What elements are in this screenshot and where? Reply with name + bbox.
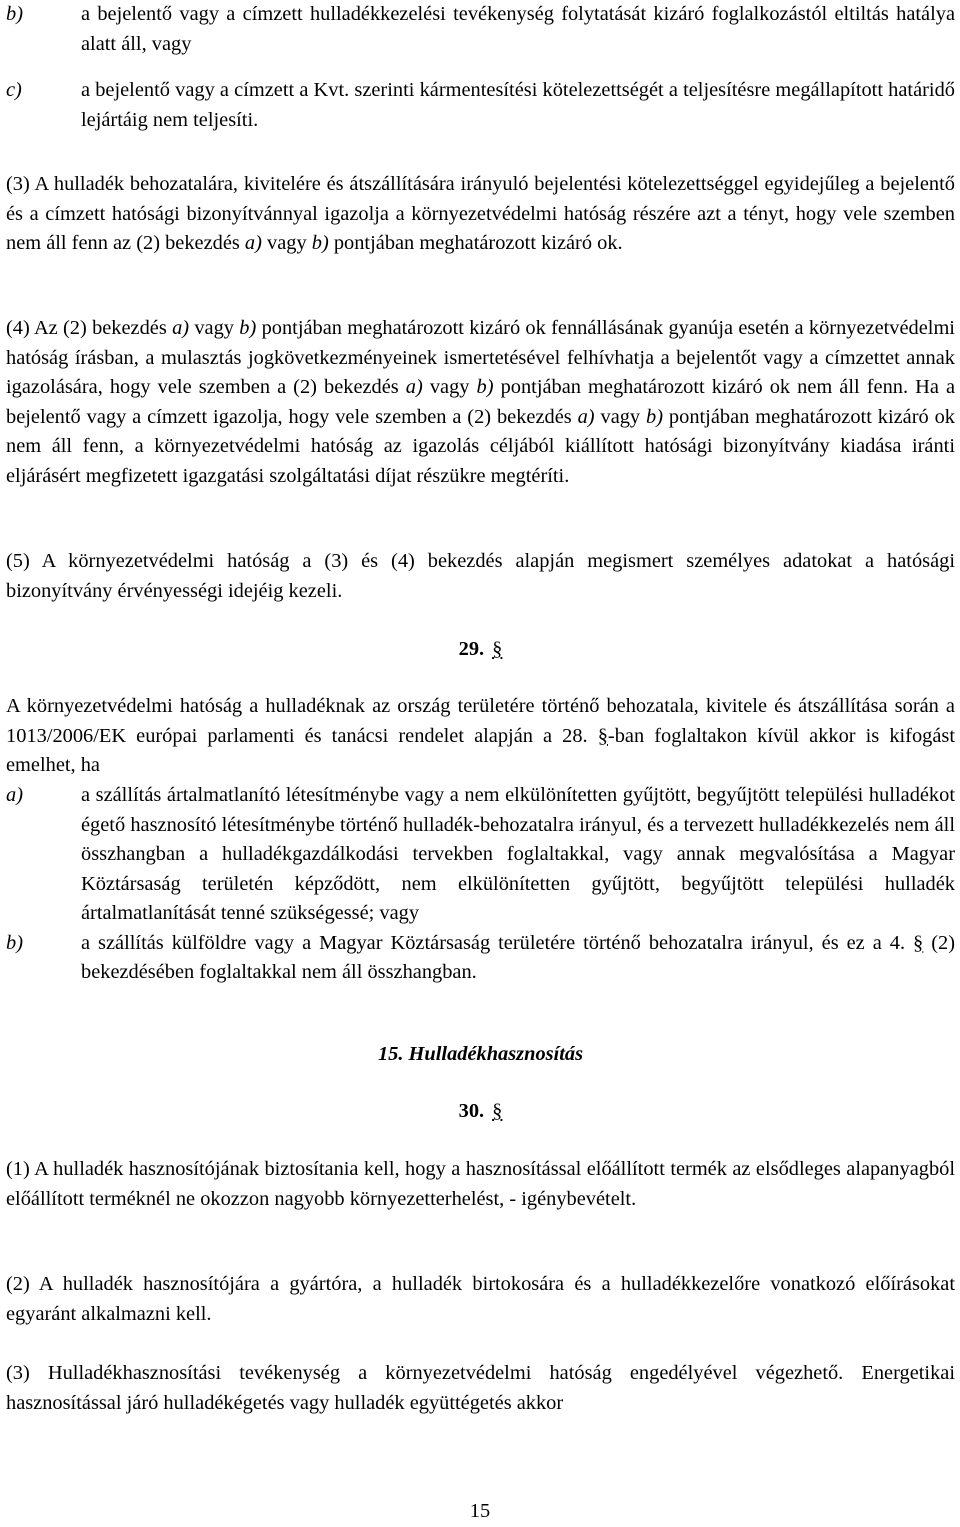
list-label: b) — [6, 3, 23, 25]
paragraph-30-3: (3) Hulladékhasznosítási tevékenység a környezetvédelmi hatóság engedélyével végezhető. Energetikai hasznosítással járó hulladékégetés vagy hulladék együttégetés akkor — [6, 1362, 955, 1414]
paragraph-29: A környezetvédelmi hatóság a hulladéknak az ország területére történő behozatala, kivitele és átszállítása során a 1013/2006/EK európai parlamenti és tanácsi rendelet alapján a 28. §-ban foglaltakon kívül akkor is kifogást emelhet, ha — [6, 695, 956, 776]
list-label: a) — [6, 784, 23, 806]
list-text: a bejelentő vagy a címzett a Kvt. szerinti kármentesítési kötelezettségét a teljesítésre megállapított határidő lejártáig nem teljesíti. — [81, 79, 955, 131]
section-title: 15. Hulladékhasznosítás — [377, 1043, 584, 1065]
list-item — [6, 929, 955, 988]
list-text: a szállítás külföldre vagy a Magyar Köztársaság területére történő behozatalra irányul, és ez a 4. § (2) bekezdésében foglaltakkal nem áll összhangban. — [81, 931, 955, 983]
list-text: a bejelentő vagy a címzett hulladékkezelési tevékenység folytatását kizáró foglalkozástól eltiltás hatálya alatt áll, vagy — [81, 3, 955, 55]
page-number: 15 — [469, 1500, 491, 1522]
paragraph-30-2: (2) A hulladék hasznosítójára a gyártóra, a hulladék birtokosára és a hulladékkezelőre vonatkozó előírásokat egyaránt alkalmazni kell. — [6, 1273, 955, 1325]
paragraph-30-1: (1) A hulladék hasznosítójának biztosítania kell, hogy a hasznosítással előállított termék az elsődleges alapanyagból előállított terméknél ne okozzon nagyobb környezetterhelést, - igénybevételt. — [6, 1158, 955, 1210]
list-text: a szállítás ártalmatlanító létesítménybe vagy a nem elkülönítetten gyűjtött, begyűjtött települési hulladékot égető hasznosító létesítménybe történő hulladék-behozatalra irányul, és a tervezett hulladékkezelés nem áll összhangban a hulladékgazdálkodási tervekben foglaltakkal, vagy annak megvalósítása a Magyar Köztársaság területén képződött, nem elkülönítetten gyűjtött, begyűjtött települési hulladék ártalmatlanítását tenné szükségessé; vagy — [81, 784, 955, 924]
paragraph-4: (4) Az (2) bekezdés a) vagy b) pontjában meghatározott kizáró ok fennállásának gyanúja esetén a környezetvédelmi hatóság írásban, a mulasztás jogkövetkezményeinek ismertetésével felhívhatja a bejelentőt vagy a címzettet annak igazolására, hogy vele szemben a (2) bekezdés a) vagy b) pontjában meghatározott kizáró ok nem áll fenn. Ha a bejelentő vagy a címzett igazolja, hogy vele szemben a (2) bekezdés a) vagy b) pontjában meghatározott kizáró ok nem áll fenn, a környezetvédelmi hatóság az igazolás céljából kiállított hatósági bizonyítvány kiadása iránti eljárásért megfizetett igazgatási szolgáltatási díjat részükre megtéríti. — [6, 317, 956, 487]
section-symbol: § — [492, 638, 503, 660]
list-label: c) — [6, 79, 22, 101]
list-29 — [6, 781, 955, 988]
paragraph-3: (3) A hulladék behozatalára, kivitelére és átszállítására irányuló bejelentési kötelezettséggel egyidejűleg a bejelentő és a címzett hatósági bizonyítvánnyal igazolja a környezetvédelmi hatóság részére azt a tényt, hogy vele szemben nem áll fenn az (2) bekezdés a) vagy b) pontjában meghatározott kizáró ok. — [6, 173, 955, 254]
list-top — [6, 0, 955, 135]
section-heading-30: 30. § — [458, 1100, 503, 1122]
list-item — [6, 0, 955, 59]
section-heading-29: 29. § — [458, 638, 503, 660]
list-label: b) — [6, 931, 23, 954]
list-item — [6, 781, 955, 929]
section-symbol: § — [492, 1100, 503, 1122]
paragraph-5: (5) A környezetvédelmi hatóság a (3) és (4) bekezdés alapján megismert személyes adatokat a hatósági bizonyítvány érvényességi idejéig kezeli. — [6, 550, 955, 602]
list-item — [6, 76, 955, 135]
